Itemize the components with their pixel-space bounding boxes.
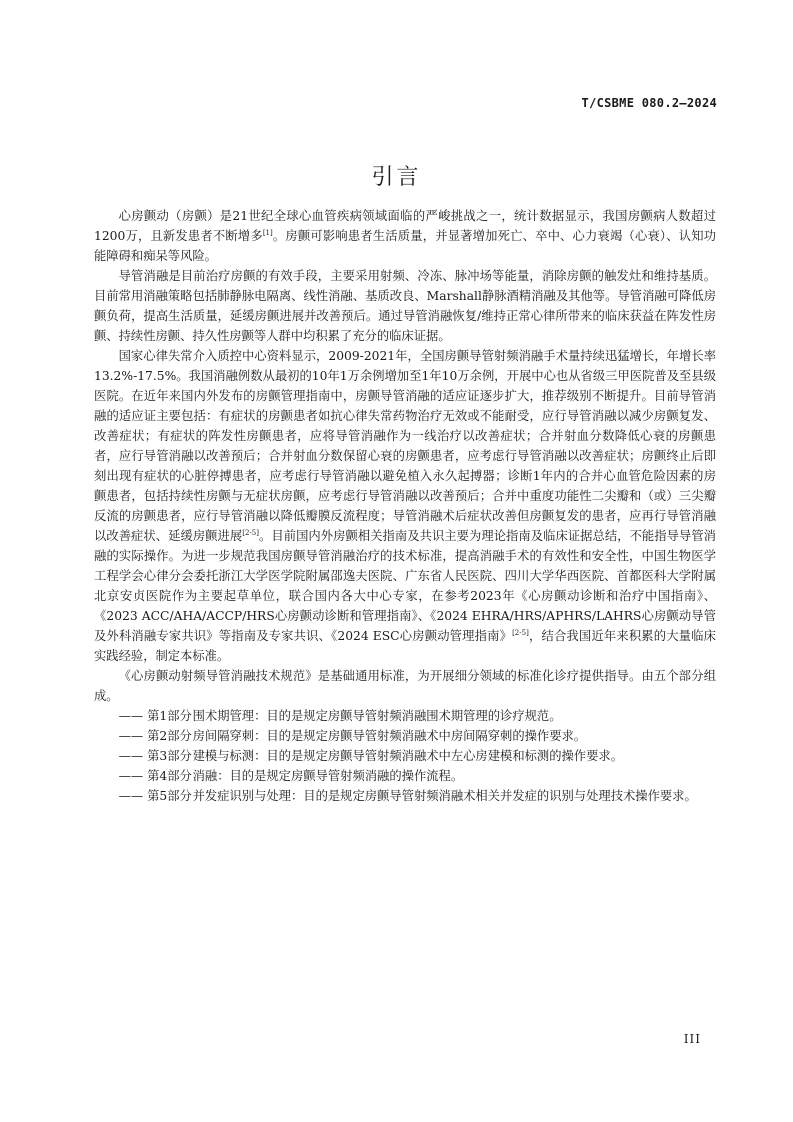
page-title: 引言 [371,165,422,190]
part-description: 房间隔穿刺：目的是规定房颤导管射频消融术中房间隔穿刺的操作要求。 [192,729,587,743]
part-description: 并发症识别与处理：目的是规定房颤导管射频消融术相关并发症的识别与处理技术操作要求。 [192,789,697,803]
part-item [94,706,716,726]
paragraph-2: 导管消融是目前治疗房颤的有效手段，主要采用射频、冷冻、脉冲场等能量，消除房颤的触发灶和维持基质。目前常用消融策略包括肺静脉电隔离、线性消融、基质改良、Marshall静脉酒精消融及其他等。导管消融可降低房颤负荷，提高生活质量，延缓房颤进展并改善预后。通过导管消融恢复/维持正常心律所带来的临床获益在阵发性房颤、持续性房颤、持久性房颤等人群中均积累了充分的临床证据。 [94,269,716,343]
part-number: —— 第2部分 [118,729,192,743]
part-number: —— 第5部分 [118,789,192,803]
part-item [94,786,716,806]
paragraph-3-text-a: 国家心律失常介入质控中心资料显示，2009-2021年，全国房颤导管射频消融手术量持续迅猛增长，年增长率13.2%-17.5%。我国消融例数从最初的10年1万余例增加至1年10万余例，开展中心也从省级三甲医院普及至县级医院。在近年来国内外发布的房颤管理指南中，房颤导管消融的适应证逐步扩大，推荐级别不断提升。目前导管消融的适应证主要包括：有症状的房颤患者如抗心律失常药物治疗无效或不能耐受，应行导管消融以减少房颤复发、改善症状；有症状的阵发性房颤患者，应将导管消融作为一线治疗以改善症状；合并射血分数降低心衰的房颤患者，应行导管消融以改善预后；合并射血分数保留心衰的房颤患者，应考虑行导管消融以改善症状；房颤终止后即刻出现有症状的心脏停搏患者，应考虑行导管消融以避免植入永久起搏器；诊断1年内的合并心血管危险因素的房颤患者，包括持续性房颤与无症状房颤，应考虑行导管消融以改善预后；合并中重度功能性二尖瓣和（或）三尖瓣反流的房颤患者，应行导管消融以降低瓣膜反流程度；导管消融术后症状改善但房颤复发的患者，应再行导管消融以改善症状、延缓房颤进展 [94,349,716,543]
page-number: III [683,1032,701,1046]
reference-marker: [2-5] [242,529,259,537]
reference-marker: [2-5] [512,629,529,637]
part-item [94,746,716,766]
part-item [94,766,716,786]
part-description: 消融：目的是规定房颤导管射频消融的操作流程。 [192,769,464,783]
paragraph-1-text-a: 心房颤动（房颤）是21世纪全球心血管疾病领域面临的严峻挑战之一，统计数据显示，我国房颤病人数超过1200万，且新发患者不断增多 [94,209,716,243]
part-number: —— 第1部分 [118,709,192,723]
part-description: 围术期管理：目的是规定房颤导管射频消融围术期管理的诊疗规范。 [192,709,562,723]
paragraph-3-text-b: 。目前国内外房颤相关指南及共识主要为理论指南及临床证据总结，不能指导导管消融的实际操作。为进一步规范我国房颤导管消融治疗的技术标准，提高消融手术的有效性和安全性，中国生物医学工程学会心律分会委托浙江大学医学院附属邵逸夫医院、广东省人民医院、四川大学华西医院、首都医科大学附属北京安贞医院作为主要起草单位，联合国内各大中心专家，在参考2023年《心房颤动诊断和治疗中国指南》、《2023 ACC/AHA/ACCP/HRS心房颤动诊断和管理指南》、《2024 EHRA/HRS/APHRS/LAHRS心房颤动导管及外科消融专家共识》等指南及专家共识、《2024 ESC心房颤动管理指南》 [94,529,716,643]
part-number: —— 第3部分 [118,749,192,763]
reference-marker: [1] [262,229,273,237]
part-description: 建模与标测：目的是规定房颤导管射频消融术中左心房建模和标测的操作要求。 [192,749,623,763]
paragraph-1-text-b: 。房颤可影响患者生活质量，并显著增加死亡、卒中、心力衰竭（心衰）、认知功能障碍和痴呆等风险。 [94,229,717,263]
paragraph-3-text-c: ，结合我国近年来积累的大量临床实践经验，制定本标准。 [94,629,716,663]
standard-code: T/CSBME 080.2—2024 [581,96,717,110]
paragraph-4: 《心房颤动射频导管消融技术规范》是基础通用标准，为开展细分领域的标准化诊疗提供指导。由五个部分组成。 [94,669,716,703]
paragraph-3 [94,346,716,666]
part-number: —— 第4部分 [118,769,192,783]
paragraph-1 [94,206,716,266]
document-body [94,206,716,806]
part-item [94,726,716,746]
